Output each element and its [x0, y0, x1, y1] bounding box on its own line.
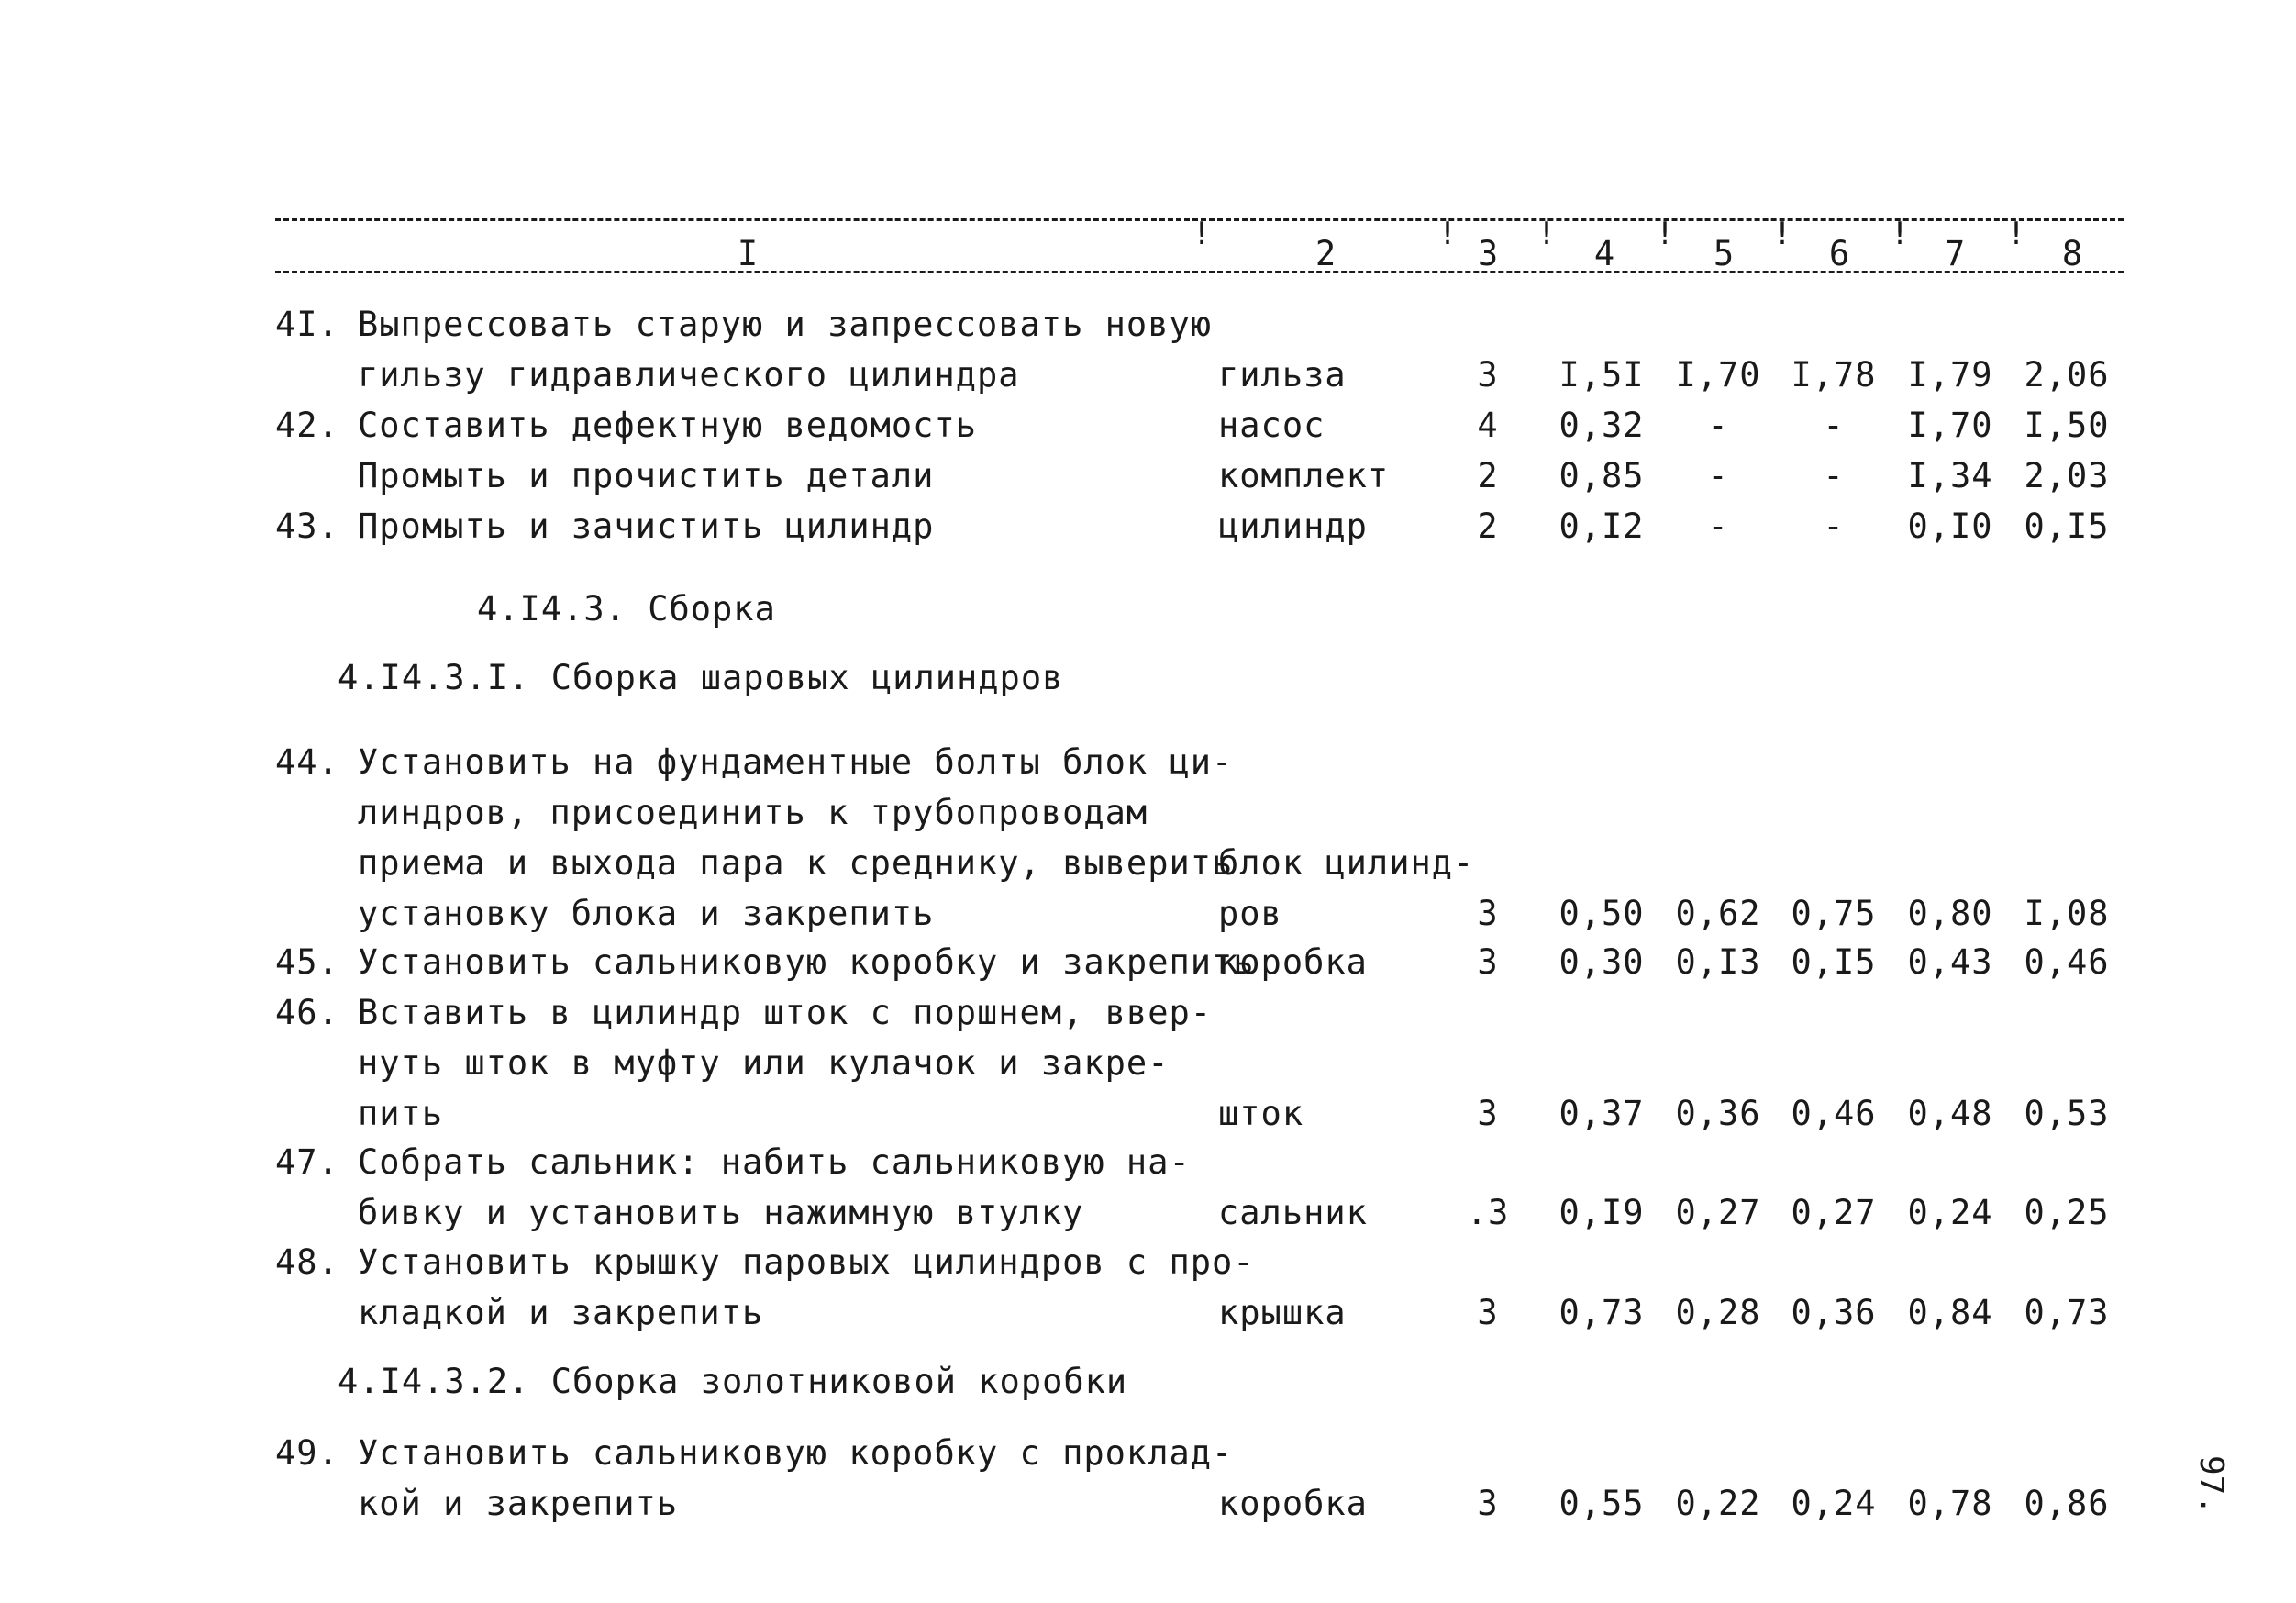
row-value-c7: I,70 — [1907, 406, 1993, 445]
row-value-c5: - — [1707, 507, 1729, 546]
row-value-c3: .3 — [1466, 1193, 1510, 1232]
row-description-line: Установить сальниковую коробку с проклад- — [358, 1433, 1234, 1473]
row-description-line: гильзу гидравлического цилиндра — [358, 355, 1020, 395]
row-value-c4: 0,I9 — [1558, 1193, 1645, 1232]
row-value-c5: 0,62 — [1675, 894, 1761, 933]
row-value-c7: 0,48 — [1907, 1094, 1993, 1133]
row-value-c3: 2 — [1477, 507, 1499, 546]
col-sep-3: ! — [1536, 216, 1557, 252]
row-value-c5: 0,27 — [1675, 1193, 1761, 1232]
row-value-c4: 0,73 — [1558, 1293, 1645, 1332]
row-value-c3: 3 — [1477, 1293, 1499, 1332]
row-value-c3: 3 — [1477, 1094, 1499, 1133]
row-number: 48. — [275, 1242, 339, 1282]
row-unit: крышка — [1218, 1293, 1347, 1332]
row-value-c4: 0,55 — [1558, 1484, 1645, 1523]
row-value-c5: I,70 — [1675, 355, 1761, 395]
row-unit: коробка — [1218, 942, 1368, 982]
row-description-line: Выпрессовать старую и запрессовать новую — [358, 305, 1213, 344]
row-value-c3: 3 — [1477, 1484, 1499, 1523]
row-value-c3: 2 — [1477, 456, 1499, 495]
row-value-c6: 0,I5 — [1791, 942, 1877, 982]
row-value-c4: I,5I — [1558, 355, 1645, 395]
row-value-c6: 0,36 — [1791, 1293, 1877, 1332]
row-value-c4: 0,30 — [1558, 942, 1645, 982]
section-heading-valve-box: 4.I4.3.2. Сборка золотниковой коробки — [338, 1362, 1128, 1401]
row-unit: сальник — [1218, 1193, 1368, 1232]
row-value-c6: - — [1823, 456, 1845, 495]
row-value-c7: 0,78 — [1907, 1484, 1993, 1523]
row-number: 42. — [275, 406, 339, 445]
page-number: 97. — [2192, 1455, 2230, 1516]
col-sep-7: ! — [2006, 216, 2026, 252]
row-value-c5: 0,I3 — [1675, 942, 1761, 982]
section-heading-ball-cylinders: 4.I4.3.I. Сборка шаровых цилиндров — [338, 658, 1064, 697]
row-number: 45. — [275, 942, 339, 982]
row-value-c8: 0,53 — [2024, 1094, 2110, 1133]
row-value-c8: 2,03 — [2024, 456, 2110, 495]
row-value-c4: 0,85 — [1558, 456, 1645, 495]
col-sep-4: ! — [1655, 216, 1675, 252]
row-value-c3: 3 — [1477, 355, 1499, 395]
row-value-c8: 0,I5 — [2024, 507, 2110, 546]
header-col-5: 5 — [1713, 234, 1735, 273]
header-col-1: I — [737, 234, 759, 273]
row-description-line: Установить сальниковую коробку и закрепить — [358, 942, 1255, 982]
row-value-c5: - — [1707, 406, 1729, 445]
row-value-c4: 0,50 — [1558, 894, 1645, 933]
row-number: 49. — [275, 1433, 339, 1473]
header-col-8: 8 — [2061, 234, 2083, 273]
header-col-6: 6 — [1828, 234, 1850, 273]
header-col-4: 4 — [1593, 234, 1615, 273]
row-value-c7: 0,I0 — [1907, 507, 1993, 546]
row-description-line: нуть шток в муфту или кулачок и закре- — [358, 1043, 1170, 1083]
row-unit: шток — [1218, 1094, 1304, 1133]
row-value-c6: - — [1823, 507, 1845, 546]
row-number: 44. — [275, 742, 339, 782]
row-description-line: Вставить в цилиндр шток с поршнем, ввер- — [358, 993, 1213, 1032]
row-value-c6: 0,46 — [1791, 1094, 1877, 1133]
row-number: 47. — [275, 1142, 339, 1182]
row-value-c8: 0,86 — [2024, 1484, 2110, 1523]
row-value-c7: 0,80 — [1907, 894, 1993, 933]
row-value-c8: I,08 — [2024, 894, 2110, 933]
row-value-c6: I,78 — [1791, 355, 1877, 395]
row-value-c4: 0,37 — [1558, 1094, 1645, 1133]
row-description-line: установку блока и закрепить — [358, 894, 935, 933]
row-description-line: бивку и установить нажимную втулку — [358, 1193, 1084, 1232]
row-description-line: линдров, присоединить к трубопроводам — [358, 793, 1148, 832]
row-value-c7: 0,43 — [1907, 942, 1993, 982]
row-unit: цилиндр — [1218, 507, 1368, 546]
row-description-line: Составить дефектную ведомость — [358, 406, 978, 445]
row-value-c6: 0,27 — [1791, 1193, 1877, 1232]
row-unit: коробка — [1218, 1484, 1368, 1523]
row-value-c5: 0,22 — [1675, 1484, 1761, 1523]
row-description-line: приема и выхода пара к среднику, выверить — [358, 843, 1234, 883]
row-value-c7: 0,24 — [1907, 1193, 1993, 1232]
row-description-line: Собрать сальник: набить сальниковую на- — [358, 1142, 1191, 1182]
row-value-c8: 2,06 — [2024, 355, 2110, 395]
section-heading-assembly: 4.I4.3. Сборка — [477, 589, 776, 629]
header-col-2: 2 — [1314, 234, 1337, 273]
col-sep-2: ! — [1437, 216, 1458, 252]
row-number: 4I. — [275, 305, 339, 344]
row-value-c3: 3 — [1477, 942, 1499, 982]
header-col-7: 7 — [1944, 234, 1966, 273]
row-value-c3: 4 — [1477, 406, 1499, 445]
row-value-c4: 0,32 — [1558, 406, 1645, 445]
row-description-line: Установить на фундаментные болты блок ци- — [358, 742, 1234, 782]
row-value-c5: 0,28 — [1675, 1293, 1761, 1332]
row-value-c8: 0,73 — [2024, 1293, 2110, 1332]
row-value-c5: 0,36 — [1675, 1094, 1761, 1133]
row-value-c4: 0,I2 — [1558, 507, 1645, 546]
row-unit: насос — [1218, 406, 1325, 445]
row-description-line: кой и закрепить — [358, 1484, 679, 1523]
row-value-c8: 0,25 — [2024, 1193, 2110, 1232]
row-value-c7: I,79 — [1907, 355, 1993, 395]
header-col-3: 3 — [1477, 234, 1499, 273]
row-description-line: пить — [358, 1094, 444, 1133]
row-value-c7: I,34 — [1907, 456, 1993, 495]
row-unit: блок цилинд- — [1218, 843, 1475, 883]
row-value-c6: 0,24 — [1791, 1484, 1877, 1523]
row-number: 43. — [275, 507, 339, 546]
row-description-line: Промыть и зачистить цилиндр — [358, 507, 935, 546]
row-description-line: Промыть и прочистить детали — [358, 456, 935, 495]
col-sep-5: ! — [1772, 216, 1792, 252]
col-sep-1: ! — [1192, 216, 1212, 252]
row-value-c3: 3 — [1477, 894, 1499, 933]
col-sep-6: ! — [1890, 216, 1910, 252]
row-value-c6: - — [1823, 406, 1845, 445]
row-value-c8: 0,46 — [2024, 942, 2110, 982]
row-description-line: Установить крышку паровых цилиндров с про- — [358, 1242, 1255, 1282]
row-unit: гильза — [1218, 355, 1347, 395]
row-description-line: кладкой и закрепить — [358, 1293, 764, 1332]
row-value-c8: I,50 — [2024, 406, 2110, 445]
row-value-c6: 0,75 — [1791, 894, 1877, 933]
row-value-c7: 0,84 — [1907, 1293, 1993, 1332]
row-number: 46. — [275, 993, 339, 1032]
row-unit: комплект — [1218, 456, 1390, 495]
row-unit: ров — [1218, 894, 1282, 933]
row-value-c5: - — [1707, 456, 1729, 495]
